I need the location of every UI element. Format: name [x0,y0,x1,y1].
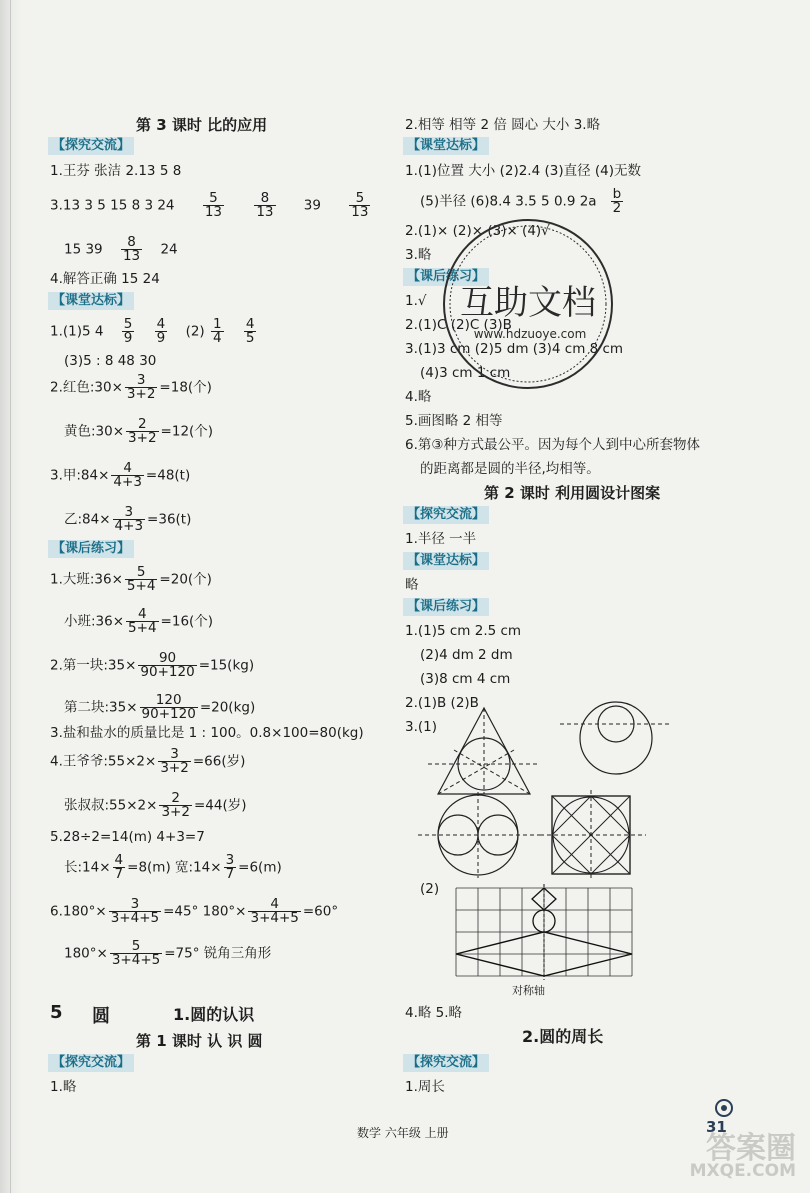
text: =45° 180°× [163,903,247,920]
answer-line-fractions [420,188,625,215]
fraction [159,792,192,819]
denominator: 9 [156,330,166,346]
answer-line: 2.(1)C (2)C (3)B [405,317,512,333]
unit-title: 2.圆的周长 [522,1027,604,1046]
text: 2.第一块:35× [50,657,137,674]
answer-line-fractions [50,462,190,489]
section-tag-class: 【课堂达标】 [48,292,134,310]
answer-line-fractions [64,418,213,445]
answer-line-fractions [64,940,271,967]
answer-line: 2.(1)× (2)× (3)× (4)√ [405,223,550,239]
fraction [110,940,162,967]
numerator: 1 [212,316,222,332]
answer-line: 3.盐和盐水的质量比是 1 : 100。0.8×100=80(kg) [50,725,364,741]
denominator: 3+2 [128,430,157,446]
page-edge-line [10,0,11,1193]
answer-line-fractions [64,854,282,881]
fraction [121,236,142,263]
two-circles-pattern [556,700,676,780]
answer-line-fractions [64,608,213,635]
grid-symmetry-figure [452,884,636,980]
text: 黄色:30× [64,423,125,440]
unit-title: 1.圆的认识 [173,1005,255,1024]
text: 1.大班:36× [50,571,123,588]
text: =66(岁) [192,753,246,770]
text: 180°× [64,945,108,962]
denominator: 90+120 [141,706,196,722]
fraction [349,192,370,219]
page-number: 31 [706,1118,727,1136]
numerator: 4 [126,608,159,622]
denominator: 9 [123,330,133,346]
denominator: 13 [256,204,274,220]
denominator: 13 [122,248,141,264]
fraction [113,506,146,533]
section-tag-explore: 【探究交流】 [48,137,134,155]
denominator: 3+2 [161,804,190,820]
text: 长:14× [64,859,111,876]
answer-line: 6.第③种方式最公平。因为每个人到中心所套物体 [405,437,700,453]
numerator: 2 [159,792,192,806]
answer-line-fractions [64,506,191,533]
section-tag-after: 【课后练习】 [48,540,134,558]
denominator: 3+2 [126,386,156,402]
text: 张叔叔:55×2× [64,797,158,814]
answer-line: 3.(1) [405,719,438,735]
section-tag-after: 【课后练习】 [403,598,489,616]
answer-line: (2) [420,881,440,897]
answer-line: 略 [405,577,419,593]
text: 39 [303,197,321,214]
text: =12(个) [160,423,214,440]
fraction [113,854,126,881]
answer-line-fractions [50,374,212,401]
text: =16(个) [160,613,214,630]
numerator: 3 [158,748,191,762]
numerator: 3 [125,374,158,388]
chapter-number: 5 [50,1002,63,1023]
text: 3.甲:84× [50,467,110,484]
stamp-text: 互助文档 [460,283,596,323]
footer-text: 数学 六年级 上册 [357,1126,449,1140]
fraction [111,462,144,489]
answer-line: 1.半径 一半 [405,531,477,547]
numerator: 4 [248,898,300,912]
text: =15(kg) [198,657,255,674]
denominator: 3+4+5 [111,952,161,968]
text: 乙:84× [64,511,111,528]
text: =44(岁) [193,797,247,814]
answer-line-fractions [50,566,212,593]
text: 15 39 [64,241,103,258]
answer-line: 4.略 5.略 [405,1005,463,1021]
answer-line: (2)4 dm 2 dm [420,647,513,663]
denominator: 4 [212,330,222,346]
section-tag-explore: 【探究交流】 [48,1054,134,1072]
numerator: 90 [138,652,196,666]
text: 6.180°× [50,903,107,920]
numerator: 8 [254,192,275,206]
answer-line-fractions [64,792,246,819]
numerator: 3 [225,852,235,868]
numerator: 5 [110,940,162,954]
answer-line: (3)8 cm 4 cm [420,671,511,687]
answer-line: 5.画图略 2 相等 [405,413,503,429]
answer-line: (3)5 : 8 48 30 [64,353,157,369]
fraction [125,374,158,401]
denominator: 3+4+5 [110,910,160,926]
answer-line-fractions [64,236,178,263]
text: (2) [185,323,205,340]
stamp-seal [440,216,616,392]
answer-line-fractions [50,748,245,775]
lesson-title-2: 第 2 课时 利用圆设计图案 [484,484,661,502]
numerator: 4 [245,316,255,332]
denominator: 3+2 [160,760,189,776]
answer-line: 3.略 [405,247,432,263]
answer-line: 5.28÷2=14(m) 4+3=7 [50,829,205,845]
section-tag-explore: 【探究交流】 [403,506,489,524]
numerator: 5 [125,566,158,580]
denominator: 13 [204,204,223,220]
numerator: 8 [121,236,142,250]
fraction [126,608,159,635]
section-tag-class: 【课堂达标】 [403,137,489,155]
answer-line: 3.(1)3 cm (2)5 dm (3)4 cm 8 cm [405,341,624,357]
answer-line: 的距离都是圆的半径,均相等。 [420,461,600,477]
lesson-title-3: 第 3 课时 比的应用 [136,116,268,134]
fraction [158,748,191,775]
numerator: 120 [140,694,198,708]
watermark [666,1123,796,1183]
denominator: 3+4+5 [250,910,299,926]
text: 第二块:35× [64,699,138,716]
answer-line: 1.(1)5 cm 2.5 cm [405,623,522,639]
numerator: b [611,188,624,202]
numerator: 5 [123,316,133,332]
stamp-url: www.hdzuoye.com [473,327,587,341]
answer-line: 4.略 [405,389,432,405]
fraction [125,566,158,593]
fraction [138,652,196,679]
denominator: 7 [114,866,124,882]
fraction [611,188,624,215]
text: =75° 锐角三角形 [164,945,272,962]
denominator: 13 [351,204,369,220]
denominator: 5 [245,330,255,346]
lesson-title-1: 第 1 课时 认 识 圆 [136,1032,263,1050]
fraction [224,854,237,881]
denominator: 5+4 [128,620,157,636]
answer-line: 1.略 [50,1079,77,1095]
triangle-circle-pattern [424,700,544,800]
text: 4.王爷爷:55×2× [50,753,157,770]
answer-line-fractions [50,192,372,219]
numerator: 2 [126,418,159,432]
denominator: 4+3 [114,518,144,534]
fraction [254,192,275,219]
text: 3.13 3 5 15 8 3 24 [50,197,175,214]
text: =8(m) 宽:14× [127,859,222,876]
fraction [126,418,159,445]
symmetry-axis-label: 对称轴 [512,984,545,997]
text: =20(kg) [199,699,256,716]
numerator: 5 [349,192,370,206]
section-tag-explore: 【探究交流】 [403,1054,489,1072]
text: (5)半径 (6)8.4 3.5 5 0.9 2a [420,193,597,210]
denominator: 7 [225,866,235,882]
text: =18(个) [159,379,212,396]
numerator: 3 [113,506,146,520]
circle-two-inner-pattern [416,790,546,880]
answer-line: (4)3 cm 1 cm [420,365,511,381]
answer-line: 1.(1)位置 大小 (2)2.4 (3)直径 (4)无数 [405,163,642,179]
fraction [109,898,161,925]
text: 1.(1)5 4 [50,323,104,340]
fraction [248,898,300,925]
section-tag-after: 【课后练习】 [403,268,489,286]
watermark-top: 答案圈 [706,1131,796,1166]
numerator: 4 [156,316,166,332]
fraction [122,318,135,345]
answer-line: 2.(1)B (2)B [405,695,479,711]
square-circle-pattern [538,790,648,880]
section-tag-class: 【课堂达标】 [403,552,489,570]
answer-line: 1.周长 [405,1079,445,1095]
chapter-title: 圆 [92,1006,110,1027]
page-corner-icon [710,1096,738,1118]
denominator: 4+3 [113,474,142,490]
numerator: 4 [111,462,144,476]
answer-line: 2.相等 相等 2 倍 圆心 大小 3.略 [405,117,601,133]
text: 2.红色:30× [50,379,123,396]
text: =60° [302,903,339,920]
answer-line: 1.√ [405,293,427,309]
watermark-bottom: MXQE.COM [689,1161,796,1181]
fraction [155,318,168,345]
answer-line-fractions [64,694,255,721]
page-edge-shadow [0,0,22,1193]
answer-line-fractions [50,318,258,345]
text: =36(t) [147,511,192,528]
answer-line-fractions [50,652,254,679]
answer-line-fractions [50,898,338,925]
text: =48(t) [145,467,191,484]
numerator: 5 [203,192,224,206]
numerator: 3 [109,898,161,912]
fraction [211,318,224,345]
fraction [140,694,198,721]
denominator: 90+120 [140,664,195,680]
answer-line: 1.王芬 张洁 2.13 5 8 [50,163,182,179]
text: =6(m) [238,859,282,876]
text: 小班:36× [64,613,125,630]
text: 24 [160,241,178,258]
denominator: 2 [612,200,622,216]
fraction [244,318,257,345]
text: =20(个) [159,571,212,588]
numerator: 4 [114,852,124,868]
fraction [203,192,224,219]
denominator: 5+4 [126,578,156,594]
answer-line: 4.解答正确 15 24 [50,271,160,287]
